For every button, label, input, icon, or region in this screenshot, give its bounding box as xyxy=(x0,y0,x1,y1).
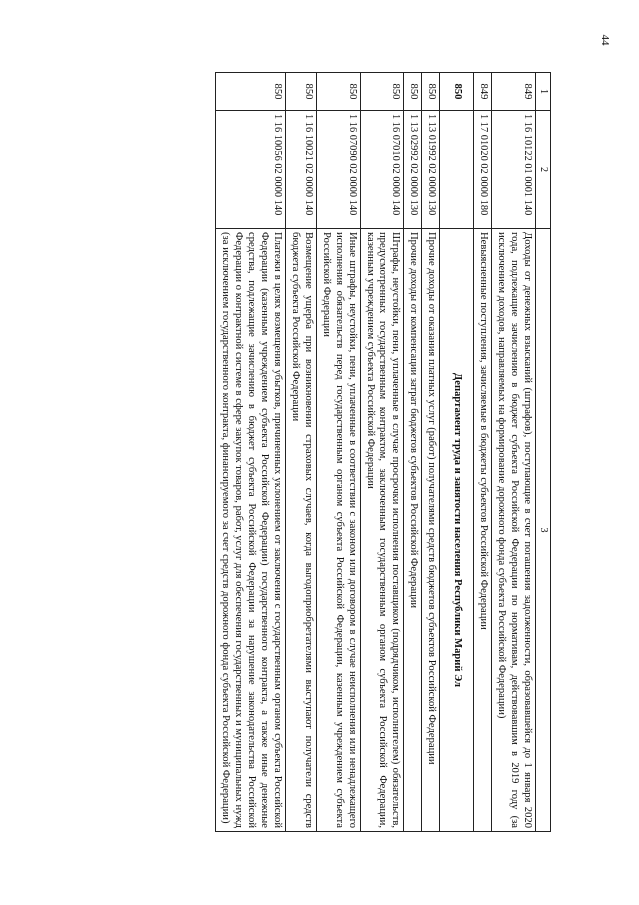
table-row xyxy=(316,73,360,832)
budget-code: 1 13 01992 02 0000 130 xyxy=(422,111,440,229)
admin-code: 850 xyxy=(360,73,404,111)
budget-code: 1 16 10056 02 0000 140 xyxy=(216,111,286,229)
section-title: Департамент труда и занятости населения Республики Марий Эл xyxy=(440,229,474,832)
table-row xyxy=(216,73,286,832)
column-header: 1 xyxy=(535,73,550,111)
budget-code: 1 17 01020 02 0000 180 xyxy=(474,111,492,229)
revenue-description: Невыясненные поступления, зачисляемые в бюджеты субъектов Российской Федерации xyxy=(474,229,492,832)
admin-code: 850 xyxy=(404,73,422,111)
table-row xyxy=(360,73,404,832)
budget-table-wrapper xyxy=(96,72,551,832)
budget-code: 1 16 07010 02 0000 140 xyxy=(360,111,404,229)
budget-code: 1 16 10021 02 0000 140 xyxy=(285,111,316,229)
revenue-description: Иные штрафы, неустойки, пени, уплаченные в соответствии с законом или договором в случае неисполнения или ненадлежащего исполнения обязательств перед государственным органом субъекта Российской Федерации, казенным учреждением субъекта Российской Федерации xyxy=(316,229,360,832)
table-header-row xyxy=(535,73,550,832)
table-row xyxy=(404,73,422,832)
admin-code: 850 xyxy=(316,73,360,111)
admin-code: 850 xyxy=(440,73,474,111)
table-row xyxy=(474,73,492,832)
budget-code: 1 13 02992 02 0000 130 xyxy=(404,111,422,229)
admin-code: 850 xyxy=(285,73,316,111)
budget-code xyxy=(440,111,474,229)
admin-code: 850 xyxy=(216,73,286,111)
revenue-description: Прочие доходы от оказания платных услуг (работ) получателями средств бюджетов субъектов Российской Федерации xyxy=(422,229,440,832)
revenue-description: Возмещение ущерба при возникновении страховых случаев, когда выгодоприобретателями выступают получатели средств бюджета субъекта Российской Федерации xyxy=(285,229,316,832)
column-header: 3 xyxy=(535,229,550,832)
column-header: 2 xyxy=(535,111,550,229)
budget-classification-table xyxy=(215,72,551,832)
budget-code: 1 16 10122 01 0001 140 xyxy=(492,111,536,229)
table-row xyxy=(285,73,316,832)
section-header-row xyxy=(440,73,474,832)
admin-code: 849 xyxy=(474,73,492,111)
revenue-description: Доходы от денежных взысканий (штрафов), поступающие в счет погашения задолженности, образовавшейся до 1 января 2020 года, подлежащие зачислению в бюджет субъекта Российской Федерации по нормативам, действовавшим в 2019 году (за исключением доходов, направляемых на формирование дорожного фонда субъекта Российской Федерации) xyxy=(492,229,536,832)
revenue-description: Прочие доходы от компенсации затрат бюджетов субъектов Российской Федерации xyxy=(404,229,422,832)
table-row xyxy=(492,73,536,832)
revenue-description: Платежи в целях возмещения убытков, причиненных уклонением от заключения с государственным органом субъекта Российской Федерации (казенным учреждением субъекта Российской Федерации) государственного контракта, а также иные денежные средства, подлежащие зачислению в бюджет субъекта Российской Федерации за нарушение законодательства Российской Федерации о контрактной системе в сфере закупок товаров, работ, услуг для обеспечения государственных и муниципальных нужд (за исключением государственного контракта, финансируемого за счет средств дорожного фонда субъекта Российской Федерации) xyxy=(216,229,286,832)
budget-code: 1 16 07090 02 0000 140 xyxy=(316,111,360,229)
table-row xyxy=(422,73,440,832)
revenue-description: Штрафы, неустойки, пени, уплаченные в случае просрочки исполнения поставщиком (подрядчиком, исполнителем) обязательств, предусмотренных государственным контрактом, заключенным государственным органом субъекта Российской Федерации, казенным учреждением субъекта Российской Федерации xyxy=(360,229,404,832)
admin-code: 849 xyxy=(492,73,536,111)
page-number: 44 xyxy=(599,34,611,46)
admin-code: 850 xyxy=(422,73,440,111)
